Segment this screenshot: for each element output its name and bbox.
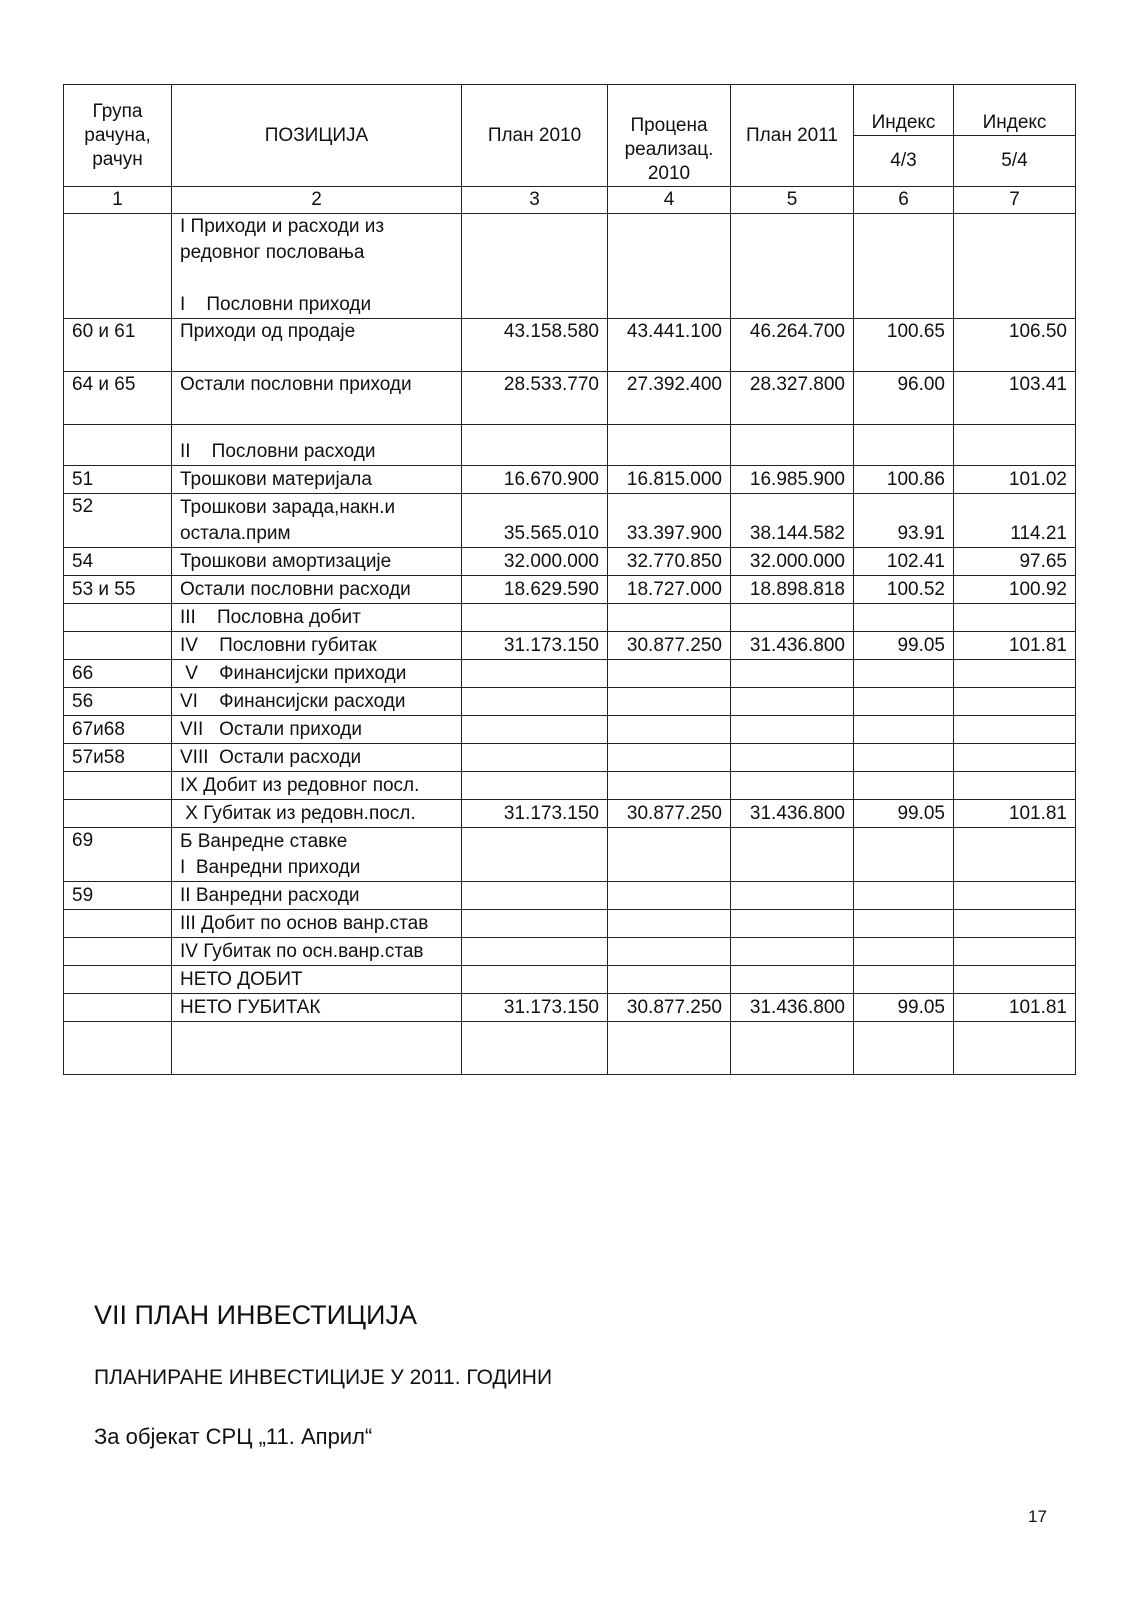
index-5-4-cell: 103.41 bbox=[954, 372, 1076, 425]
position-cell: I Приходи и расходи из редовног пословања I Пословни приходи bbox=[172, 214, 462, 319]
position-cell: Остали пословни приходи bbox=[172, 372, 462, 425]
position-cell: II Пословни расходи bbox=[172, 425, 462, 466]
estimate-2010-cell: 18.727.000 bbox=[608, 576, 731, 604]
header-index-4-3-title: Индекс bbox=[854, 85, 954, 136]
index-5-4-cell: 101.02 bbox=[954, 466, 1076, 494]
position-cell: Приходи од продаје bbox=[172, 319, 462, 372]
plan-2011-cell bbox=[731, 966, 854, 994]
plan-2010-cell bbox=[462, 425, 608, 466]
estimate-2010-cell: 16.815.000 bbox=[608, 466, 731, 494]
index-4-3-cell bbox=[854, 716, 954, 744]
index-5-4-cell: 101.81 bbox=[954, 994, 1076, 1022]
table-row bbox=[64, 910, 1076, 938]
index-4-3-cell bbox=[854, 425, 954, 466]
column-number: 3 bbox=[462, 187, 608, 214]
position-cell: НЕТО ДОБИТ bbox=[172, 966, 462, 994]
position-cell: НЕТО ГУБИТАК bbox=[172, 994, 462, 1022]
account-cell bbox=[64, 910, 172, 938]
header-account-group: Група рачуна, рачун bbox=[64, 85, 172, 187]
plan-2011-cell bbox=[731, 604, 854, 632]
index-4-3-cell bbox=[854, 966, 954, 994]
estimate-2010-cell: 30.877.250 bbox=[608, 800, 731, 828]
header-estimate-2010: Процена реализац. 2010 bbox=[608, 85, 731, 187]
account-cell bbox=[64, 938, 172, 966]
plan-2010-cell: 35.565.010 bbox=[462, 494, 608, 548]
plan-2010-cell bbox=[462, 882, 608, 910]
plan-2011-cell bbox=[731, 828, 854, 882]
section-subheading: ПЛАНИРАНЕ ИНВЕСТИЦИЈЕ У 2011. ГОДИНИ bbox=[94, 1366, 553, 1389]
column-number: 1 bbox=[64, 187, 172, 214]
header-index-5-4-ratio: 5/4 bbox=[954, 136, 1076, 187]
column-number: 2 bbox=[172, 187, 462, 214]
table-row bbox=[64, 425, 1076, 466]
position-cell: X Губитак из редовн.посл. bbox=[172, 800, 462, 828]
index-4-3-cell bbox=[854, 660, 954, 688]
account-cell bbox=[64, 800, 172, 828]
estimate-2010-cell: 30.877.250 bbox=[608, 994, 731, 1022]
position-cell: VIII Остали расходи bbox=[172, 744, 462, 772]
plan-2010-cell bbox=[462, 772, 608, 800]
account-cell bbox=[64, 214, 172, 319]
table-row bbox=[64, 966, 1076, 994]
plan-2011-cell: 46.264.700 bbox=[731, 319, 854, 372]
plan-2010-cell bbox=[462, 910, 608, 938]
plan-2011-cell: 16.985.900 bbox=[731, 466, 854, 494]
plan-2010-cell bbox=[462, 604, 608, 632]
index-4-3-cell: 102.41 bbox=[854, 548, 954, 576]
plan-2011-cell bbox=[731, 688, 854, 716]
table-row bbox=[64, 716, 1076, 744]
plan-2010-cell bbox=[462, 716, 608, 744]
estimate-2010-cell bbox=[608, 604, 731, 632]
index-4-3-cell bbox=[854, 828, 954, 882]
position-cell: VII Остали приходи bbox=[172, 716, 462, 744]
index-5-4-cell bbox=[954, 938, 1076, 966]
index-5-4-cell bbox=[954, 772, 1076, 800]
plan-2011-cell: 31.436.800 bbox=[731, 632, 854, 660]
estimate-2010-cell bbox=[608, 716, 731, 744]
plan-2011-cell bbox=[731, 882, 854, 910]
plan-2010-cell bbox=[462, 938, 608, 966]
estimate-2010-cell bbox=[608, 966, 731, 994]
account-cell: 56 bbox=[64, 688, 172, 716]
table-row bbox=[64, 604, 1076, 632]
plan-2010-cell bbox=[462, 660, 608, 688]
index-4-3-cell: 99.05 bbox=[854, 632, 954, 660]
table-row bbox=[64, 994, 1076, 1022]
position-cell: Трошкови зарада,накн.и остала.прим bbox=[172, 494, 462, 548]
index-4-3-cell bbox=[854, 688, 954, 716]
table-row bbox=[64, 214, 1076, 319]
header-plan-2010: План 2010 bbox=[462, 85, 608, 187]
position-cell: IV Пословни губитак bbox=[172, 632, 462, 660]
header-position: ПОЗИЦИЈА bbox=[172, 85, 462, 187]
estimate-2010-cell bbox=[608, 828, 731, 882]
index-4-3-cell: 93.91 bbox=[854, 494, 954, 548]
account-cell bbox=[64, 966, 172, 994]
account-cell: 59 bbox=[64, 882, 172, 910]
header-row-top bbox=[64, 85, 1076, 136]
table-row bbox=[64, 772, 1076, 800]
plan-2010-cell: 28.533.770 bbox=[462, 372, 608, 425]
estimate-2010-cell: 27.392.400 bbox=[608, 372, 731, 425]
table-row bbox=[64, 938, 1076, 966]
index-5-4-cell: 101.81 bbox=[954, 632, 1076, 660]
index-5-4-cell bbox=[954, 1022, 1076, 1075]
table-row bbox=[64, 319, 1076, 372]
index-4-3-cell: 99.05 bbox=[854, 800, 954, 828]
position-cell: III Добит по основ ванр.став bbox=[172, 910, 462, 938]
account-cell bbox=[64, 604, 172, 632]
column-number-row bbox=[64, 187, 1076, 214]
plan-2011-cell: 32.000.000 bbox=[731, 548, 854, 576]
plan-2010-cell bbox=[462, 214, 608, 319]
position-cell bbox=[172, 1022, 462, 1075]
table-row bbox=[64, 548, 1076, 576]
account-cell bbox=[64, 425, 172, 466]
account-cell: 69 bbox=[64, 828, 172, 882]
plan-2010-cell bbox=[462, 744, 608, 772]
index-5-4-cell bbox=[954, 604, 1076, 632]
account-cell bbox=[64, 772, 172, 800]
estimate-2010-cell bbox=[608, 1022, 731, 1075]
estimate-2010-cell bbox=[608, 910, 731, 938]
estimate-2010-cell bbox=[608, 425, 731, 466]
plan-2010-cell: 43.158.580 bbox=[462, 319, 608, 372]
account-cell: 67и68 bbox=[64, 716, 172, 744]
index-5-4-cell: 97.65 bbox=[954, 548, 1076, 576]
plan-2010-cell bbox=[462, 688, 608, 716]
plan-2010-cell: 31.173.150 bbox=[462, 800, 608, 828]
plan-2011-cell bbox=[731, 660, 854, 688]
table-row bbox=[64, 372, 1076, 425]
index-4-3-cell bbox=[854, 1022, 954, 1075]
account-cell bbox=[64, 632, 172, 660]
estimate-2010-cell: 30.877.250 bbox=[608, 632, 731, 660]
position-cell: II Ванредни расходи bbox=[172, 882, 462, 910]
index-4-3-cell bbox=[854, 772, 954, 800]
position-cell: IX Добит из редовног посл. bbox=[172, 772, 462, 800]
index-5-4-cell bbox=[954, 660, 1076, 688]
table-row bbox=[64, 660, 1076, 688]
estimate-2010-cell bbox=[608, 882, 731, 910]
position-cell: Трошкови материјала bbox=[172, 466, 462, 494]
account-cell bbox=[64, 994, 172, 1022]
financial-plan-table bbox=[63, 84, 1076, 1075]
plan-2011-cell bbox=[731, 214, 854, 319]
index-4-3-cell: 99.05 bbox=[854, 994, 954, 1022]
table-row bbox=[64, 828, 1076, 882]
position-cell: III Пословна добит bbox=[172, 604, 462, 632]
plan-2011-cell: 28.327.800 bbox=[731, 372, 854, 425]
plan-2011-cell bbox=[731, 425, 854, 466]
account-cell: 52 bbox=[64, 494, 172, 548]
index-5-4-cell: 106.50 bbox=[954, 319, 1076, 372]
position-cell: V Финансијски приходи bbox=[172, 660, 462, 688]
index-4-3-cell: 100.52 bbox=[854, 576, 954, 604]
page-number: 17 bbox=[1028, 1507, 1047, 1526]
table-row bbox=[64, 494, 1076, 548]
table-row bbox=[64, 744, 1076, 772]
estimate-2010-cell bbox=[608, 938, 731, 966]
plan-2010-cell bbox=[462, 1022, 608, 1075]
index-4-3-cell: 96.00 bbox=[854, 372, 954, 425]
estimate-2010-cell: 33.397.900 bbox=[608, 494, 731, 548]
index-4-3-cell: 100.65 bbox=[854, 319, 954, 372]
position-cell: Остали пословни расходи bbox=[172, 576, 462, 604]
index-4-3-cell bbox=[854, 882, 954, 910]
column-number: 5 bbox=[731, 187, 854, 214]
plan-2010-cell bbox=[462, 966, 608, 994]
plan-2011-cell bbox=[731, 716, 854, 744]
table-row bbox=[64, 882, 1076, 910]
index-5-4-cell bbox=[954, 214, 1076, 319]
estimate-2010-cell: 32.770.850 bbox=[608, 548, 731, 576]
index-5-4-cell: 101.81 bbox=[954, 800, 1076, 828]
plan-2011-cell bbox=[731, 938, 854, 966]
plan-2011-cell: 18.898.818 bbox=[731, 576, 854, 604]
plan-2011-cell: 38.144.582 bbox=[731, 494, 854, 548]
estimate-2010-cell bbox=[608, 744, 731, 772]
account-cell: 54 bbox=[64, 548, 172, 576]
estimate-2010-cell bbox=[608, 772, 731, 800]
index-4-3-cell bbox=[854, 214, 954, 319]
plan-2010-cell: 31.173.150 bbox=[462, 632, 608, 660]
estimate-2010-cell bbox=[608, 688, 731, 716]
index-4-3-cell bbox=[854, 604, 954, 632]
account-cell: 57и58 bbox=[64, 744, 172, 772]
index-4-3-cell bbox=[854, 910, 954, 938]
column-number: 4 bbox=[608, 187, 731, 214]
index-5-4-cell bbox=[954, 828, 1076, 882]
estimate-2010-cell bbox=[608, 660, 731, 688]
account-cell: 60 и 61 bbox=[64, 319, 172, 372]
table-row bbox=[64, 576, 1076, 604]
index-5-4-cell bbox=[954, 966, 1076, 994]
table-row bbox=[64, 632, 1076, 660]
table-row bbox=[64, 466, 1076, 494]
account-cell: 66 bbox=[64, 660, 172, 688]
object-line: За објекат СРЦ „11. Април“ bbox=[94, 1424, 373, 1449]
position-cell: VI Финансијски расходи bbox=[172, 688, 462, 716]
account-cell: 51 bbox=[64, 466, 172, 494]
header-index-4-3-ratio: 4/3 bbox=[854, 136, 954, 187]
plan-2011-cell bbox=[731, 910, 854, 938]
estimate-2010-cell: 43.441.100 bbox=[608, 319, 731, 372]
plan-2011-cell bbox=[731, 744, 854, 772]
index-4-3-cell: 100.86 bbox=[854, 466, 954, 494]
index-5-4-cell bbox=[954, 910, 1076, 938]
index-5-4-cell bbox=[954, 744, 1076, 772]
estimate-2010-cell bbox=[608, 214, 731, 319]
column-number: 6 bbox=[854, 187, 954, 214]
position-cell: IV Губитак по осн.ванр.став bbox=[172, 938, 462, 966]
plan-2011-cell: 31.436.800 bbox=[731, 994, 854, 1022]
index-5-4-cell bbox=[954, 882, 1076, 910]
account-cell bbox=[64, 1022, 172, 1075]
plan-2010-cell: 18.629.590 bbox=[462, 576, 608, 604]
section-heading: VII ПЛАН ИНВЕСТИЦИЈА bbox=[94, 1300, 417, 1330]
index-5-4-cell: 100.92 bbox=[954, 576, 1076, 604]
table-row bbox=[64, 688, 1076, 716]
position-cell: Трошкови амортизације bbox=[172, 548, 462, 576]
index-4-3-cell bbox=[854, 938, 954, 966]
plan-2010-cell: 32.000.000 bbox=[462, 548, 608, 576]
position-cell: Б Ванредне ставке I Ванредни приходи bbox=[172, 828, 462, 882]
index-4-3-cell bbox=[854, 744, 954, 772]
index-5-4-cell: 114.21 bbox=[954, 494, 1076, 548]
header-plan-2011: План 2011 bbox=[731, 85, 854, 187]
index-5-4-cell bbox=[954, 688, 1076, 716]
plan-2010-cell bbox=[462, 828, 608, 882]
table-row bbox=[64, 800, 1076, 828]
plan-2011-cell: 31.436.800 bbox=[731, 800, 854, 828]
index-5-4-cell bbox=[954, 716, 1076, 744]
plan-2011-cell bbox=[731, 772, 854, 800]
account-cell: 53 и 55 bbox=[64, 576, 172, 604]
account-cell: 64 и 65 bbox=[64, 372, 172, 425]
table-row bbox=[64, 1022, 1076, 1075]
index-5-4-cell bbox=[954, 425, 1076, 466]
header-index-5-4-title: Индекс bbox=[954, 85, 1076, 136]
plan-2010-cell: 16.670.900 bbox=[462, 466, 608, 494]
plan-2010-cell: 31.173.150 bbox=[462, 994, 608, 1022]
column-number: 7 bbox=[954, 187, 1076, 214]
plan-2011-cell bbox=[731, 1022, 854, 1075]
